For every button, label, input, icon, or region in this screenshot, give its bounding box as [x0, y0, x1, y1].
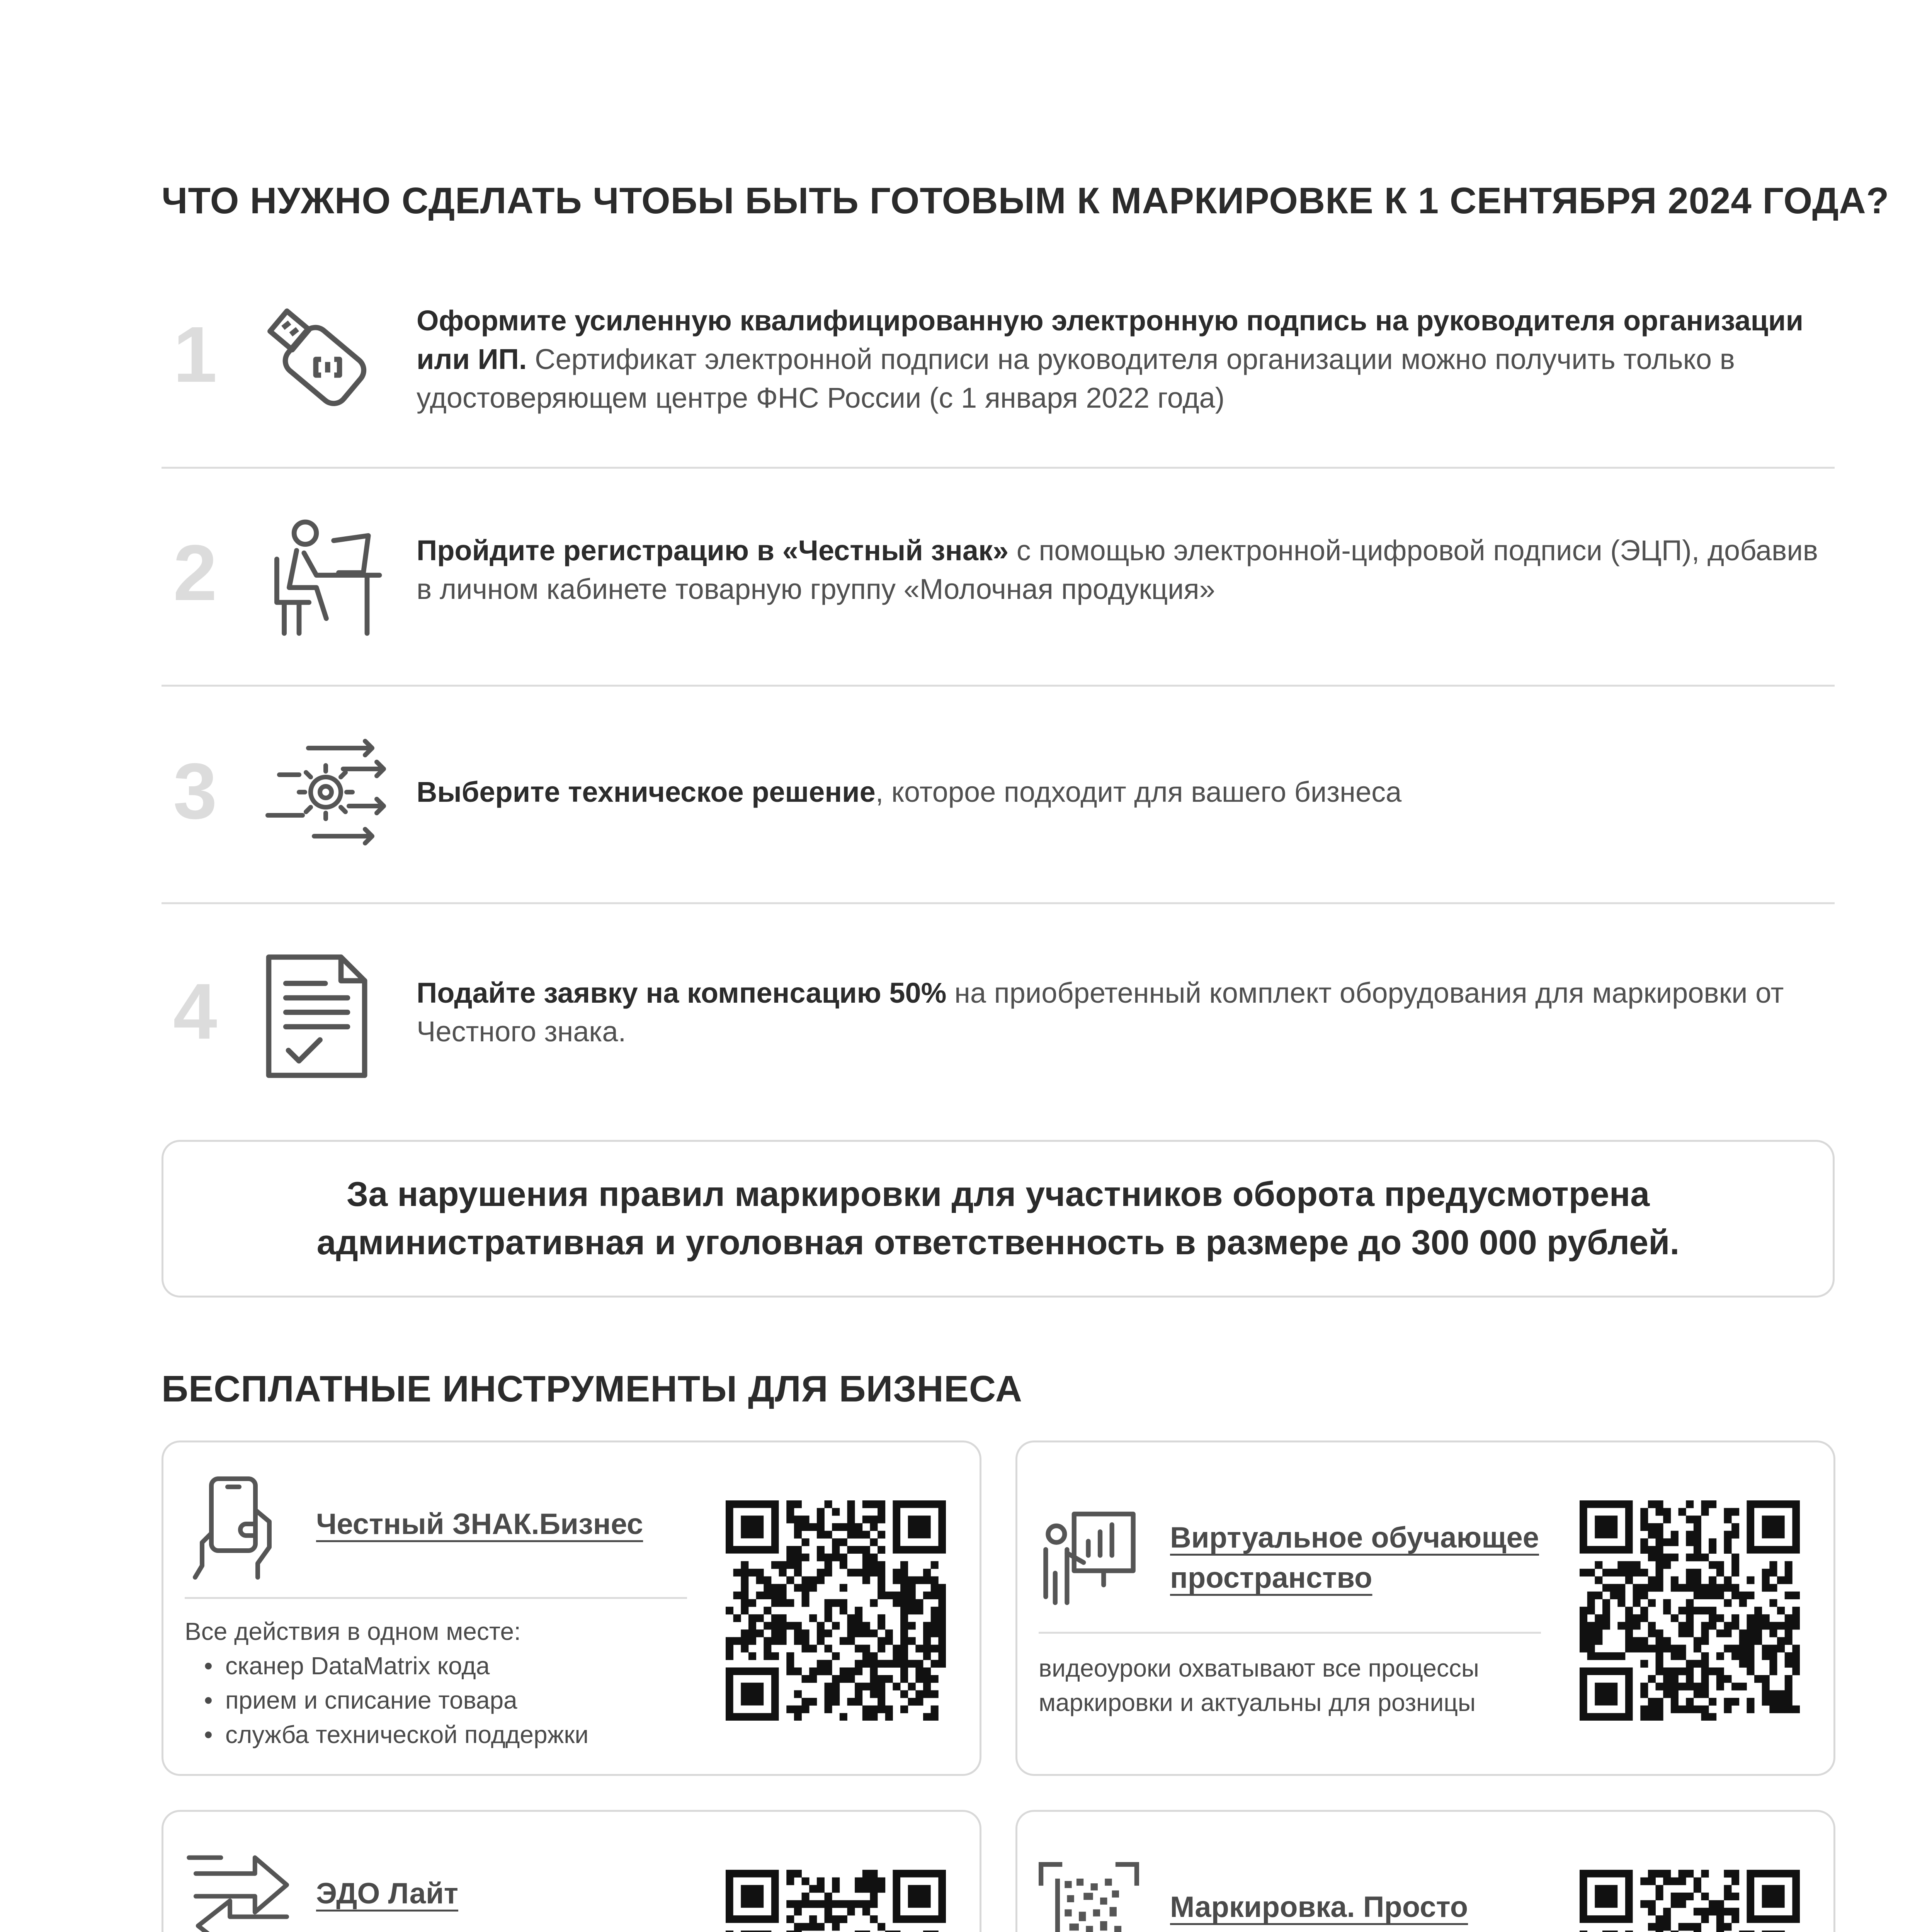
step-rest: с помощью электронной-цифровой подписи (ЭЦП), добавив в личном кабинете товарную группу «Молочная продукция» — [417, 534, 1818, 605]
document-check-icon — [262, 951, 374, 1084]
tools-section-title: БЕСПЛАТНЫЕ ИНСТРУМЕНТЫ ДЛЯ БИЗНЕСА — [162, 1368, 1023, 1410]
step-bold: Выберите техническое решение — [417, 776, 876, 808]
penalty-warning-box — [162, 1140, 1835, 1298]
step-number: 2 — [173, 529, 218, 617]
qr-code[interactable] — [726, 1870, 946, 1932]
person-at-computer-icon — [262, 514, 386, 643]
step-text — [417, 974, 1838, 1051]
exchange-arrows-icon — [187, 1849, 295, 1932]
list-item: • прием и списание товара — [185, 1683, 699, 1718]
warning-line-1: За нарушения правил маркировки для участников оборота предусмотрена — [346, 1175, 1650, 1214]
divider — [162, 902, 1835, 904]
card-divider — [1039, 1632, 1541, 1634]
card-title-line-1: Виртуальное обучающее — [1170, 1521, 1539, 1554]
list-item: • сканер DataMatrix кода — [185, 1649, 699, 1683]
smartphone-hand-icon — [190, 1475, 283, 1582]
step-1 — [162, 286, 1835, 440]
qr-code[interactable] — [1580, 1500, 1800, 1721]
list-item: • служба технической поддержки — [185, 1718, 699, 1752]
card-intro: Все действия в одном месте: — [185, 1617, 521, 1645]
tool-card-virtual-learning[interactable] — [1015, 1440, 1835, 1776]
qr-code[interactable] — [1580, 1870, 1800, 1932]
step-number: 4 — [173, 967, 218, 1056]
card-title[interactable]: ЭДО Лайт — [316, 1877, 458, 1910]
warning-line-2: административная и уголовная ответственность в размере до 300 000 рублей. — [316, 1223, 1680, 1262]
step-number: 3 — [173, 747, 218, 835]
page-title: ЧТО НУЖНО СДЕЛАТЬ ЧТОБЫ БЫТЬ ГОТОВЫМ К МАРКИРОВКЕ К 1 СЕНТЯБРЯ 2024 ГОДА? — [162, 180, 1889, 221]
card-title[interactable]: Маркировка. Просто — [1170, 1891, 1468, 1923]
divider — [162, 685, 1835, 687]
tool-card-edo-lite[interactable] — [162, 1810, 981, 1932]
step-number: 1 — [173, 310, 218, 399]
step-text — [417, 773, 1838, 811]
gear-arrows-icon — [262, 734, 389, 852]
tool-card-markirovka-prosto[interactable] — [1015, 1810, 1835, 1932]
card-title[interactable] — [1170, 1518, 1539, 1598]
step-rest: Сертификат электронной подписи на руководителя организации можно получить только в удостоверяющем центре ФНС России (с 1 января 2022 года) — [417, 343, 1735, 414]
step-4 — [162, 943, 1835, 1090]
penalty-warning-text — [317, 1170, 1680, 1267]
tool-card-chestny-znak-business[interactable] — [162, 1440, 981, 1776]
card-title[interactable]: Честный ЗНАК.Бизнес — [316, 1508, 643, 1541]
usb-token-icon — [262, 294, 393, 427]
step-bold: Оформите усиленную квалифицированную электронную подпись на руководителя организации или ИП. — [417, 304, 1804, 375]
step-3 — [162, 726, 1835, 866]
qr-code[interactable] — [726, 1500, 946, 1721]
step-2 — [162, 502, 1835, 657]
card-description — [185, 1614, 699, 1752]
step-text — [417, 531, 1838, 609]
card-title-line-2: пространство — [1170, 1561, 1372, 1594]
step-bold: Пройдите регистрацию в «Честный знак» — [417, 534, 1009, 566]
step-bold: Подайте заявку на компенсацию 50% — [417, 977, 947, 1009]
step-rest: , которое подходит для вашего бизнеса — [875, 776, 1402, 808]
step-rest: на приобретенный комплект оборудования для маркировки от Честного знака. — [417, 977, 1784, 1048]
divider — [162, 467, 1835, 469]
presentation-board-icon — [1039, 1508, 1139, 1611]
step-text — [417, 301, 1838, 417]
datamatrix-scan-icon — [1039, 1862, 1139, 1932]
card-divider — [185, 1597, 687, 1599]
card-description: видеоуроки охватывают все процессы маркировки и актуальны для розницы — [1039, 1654, 1479, 1716]
